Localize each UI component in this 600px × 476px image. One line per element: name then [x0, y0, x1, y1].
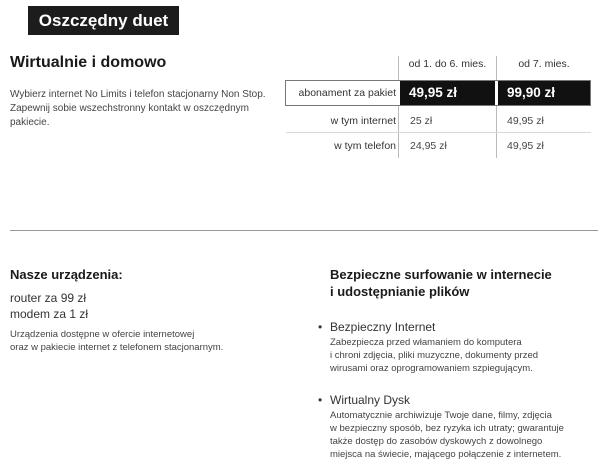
- devices-note-line-1: Urządzenia dostępne w ofercie internetowej: [10, 329, 195, 340]
- package-price-from-month-7: 99,90 zł: [498, 81, 590, 105]
- offer-description: Wybierz internet No Limits i telefon stacjonarny Non Stop. Zapewnij sobie wszechstronny kontakt w oszczędnym pakiecie.: [10, 89, 266, 128]
- security-title-line-2: i udostępnianie plików: [330, 284, 470, 299]
- bullet-title-virtual-disk: Wirtualny Dysk: [330, 393, 411, 407]
- device-modem: modem za 1 zł: [10, 307, 89, 321]
- bullet-text-line: Automatycznie archiwizuje Twoje dane, filmy, zdjęcia: [330, 410, 552, 421]
- row-label-package: abonament za pakiet: [298, 87, 396, 99]
- devices-title: Nasze urządzenia:: [10, 267, 123, 282]
- bullet-text-line: w bezpieczny sposób, bez ryzyka ich utraty; gwarantuje: [330, 423, 564, 434]
- bullet-title-safe-internet: Bezpieczny Internet: [330, 320, 436, 334]
- internet-price-first-months: 25 zł: [410, 115, 433, 127]
- section-divider: [10, 230, 598, 231]
- bullet-dot-icon: •: [318, 320, 323, 334]
- device-router: router za 99 zł: [10, 291, 87, 305]
- banner-title: Oszczędny duet: [28, 6, 179, 35]
- bullet-text-line: i chroni zdjęcia, pliki muzyczne, dokumenty przed: [330, 350, 539, 361]
- phone-price-first-months: 24,95 zł: [410, 140, 447, 152]
- bullet-text-line: także dostęp do zasobów dyskowych z dowolnego: [330, 436, 543, 447]
- bullet-text-line: wirusami oraz oprogramowaniem szpiegującym.: [330, 363, 533, 374]
- column-header-month-7: od 7. mies.: [518, 58, 570, 70]
- package-price-first-months: 49,95 zł: [400, 81, 495, 105]
- devices-note-line-2: oraz w pakiecie internet z telefonem stacjonarnym.: [10, 342, 224, 353]
- column-header-months-1-6: od 1. do 6. mies.: [408, 58, 487, 70]
- row-label-internet: w tym internet: [330, 115, 396, 127]
- bullet-dot-icon: •: [318, 393, 323, 407]
- bullet-text-line: Zabezpiecza przed włamaniem do komputera: [330, 337, 522, 348]
- phone-price-from-month-7: 49,95 zł: [507, 140, 544, 152]
- row-divider: [286, 132, 591, 133]
- bullet-text-line: miejsca na świecie, mającego połączenie z internetem.: [330, 449, 562, 460]
- row-label-phone: w tym telefon: [334, 140, 396, 152]
- internet-price-from-month-7: 49,95 zł: [507, 115, 544, 127]
- security-title-line-1: Bezpieczne surfowanie w internecie: [330, 267, 552, 282]
- offer-title: Wirtualnie i domowo: [10, 54, 167, 71]
